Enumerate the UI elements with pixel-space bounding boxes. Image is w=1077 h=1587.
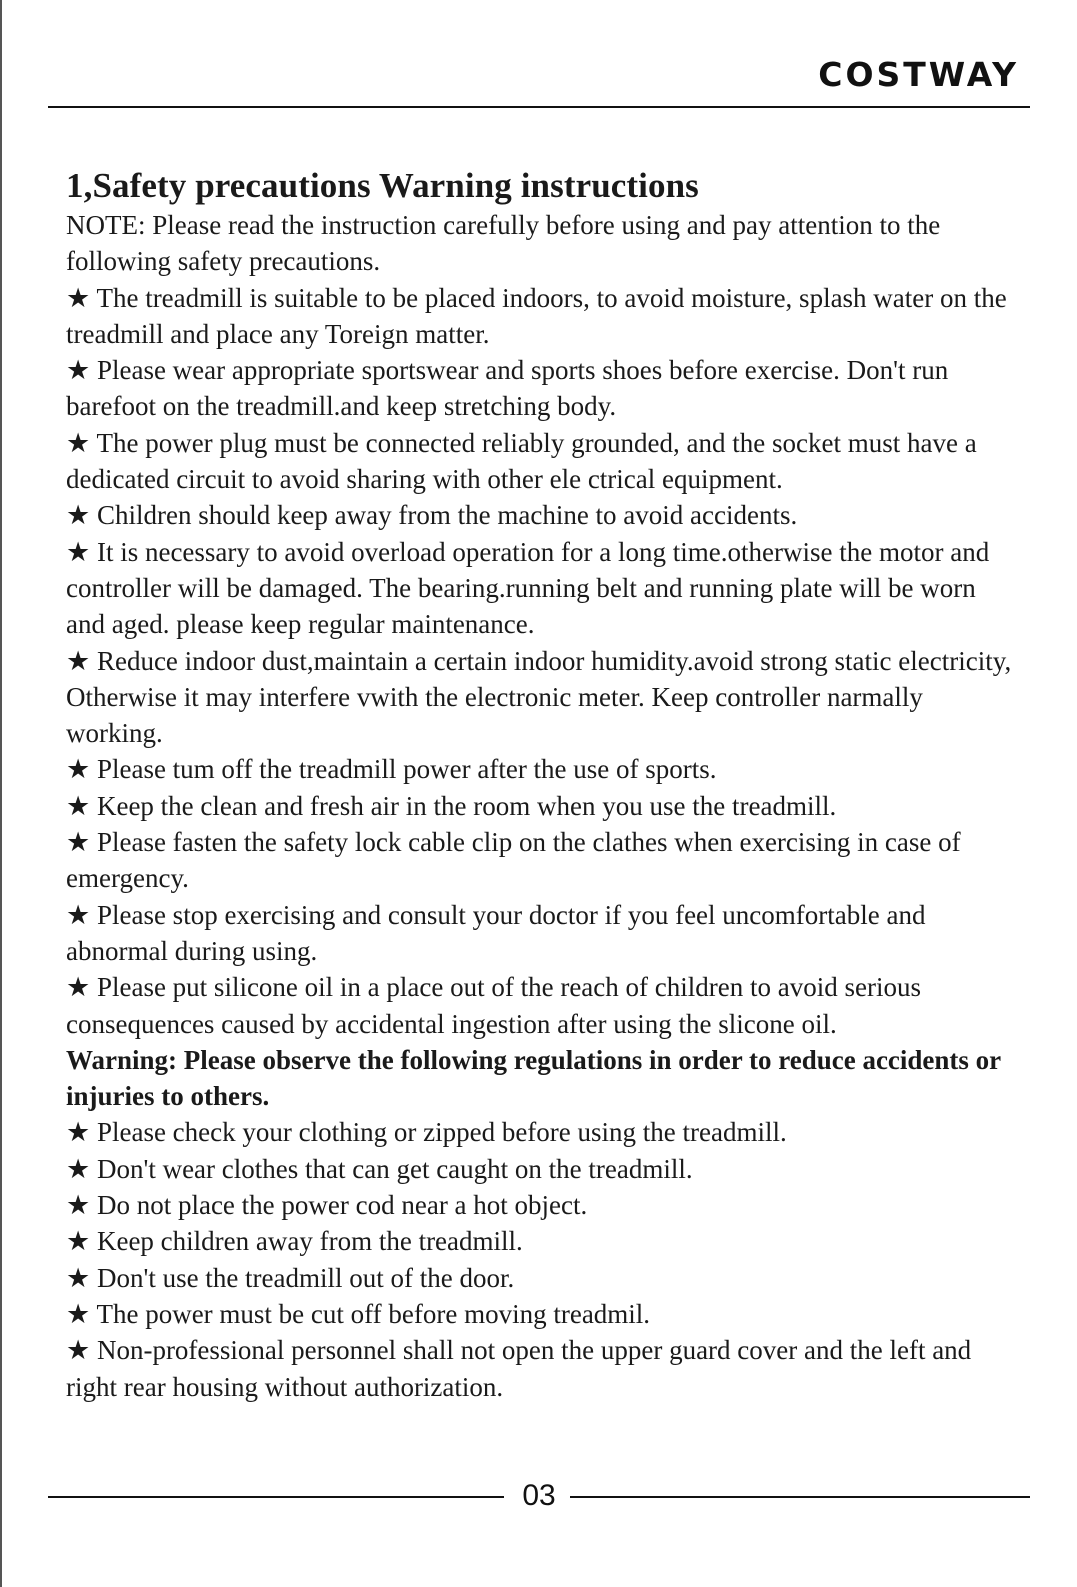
section-title: 1,Safety precautions Warning instructions <box>66 166 699 205</box>
warning-item: ★ Don't wear clothes that can get caught on the treadmill. <box>66 1153 693 1184</box>
precaution-item: ★ Reduce indoor dust,maintain a certain indoor humidity.avoid strong static electricity, Otherwise it may interfere vwith the electronic meter. Keep controller narmally working. <box>66 645 1012 749</box>
precaution-item: ★ It is necessary to avoid overload operation for a long time.otherwise the motor and controller will be damaged. The bearing.running belt and running plate will be worn and aged. please keep regular maintenance. <box>66 536 990 640</box>
warning-item: ★ The power must be cut off before moving treadmil. <box>66 1298 651 1329</box>
warning-heading: Warning: Please observe the following regulations in order to reduce accidents or injuries to others. <box>66 1044 1001 1112</box>
page-edge-line <box>0 0 2 1587</box>
note-paragraph: NOTE: Please read the instruction carefully before using and pay attention to the following safety precautions. <box>66 210 941 277</box>
precaution-item: ★ Please stop exercising and consult your doctor if you feel uncomfortable and abnormal during using. <box>66 899 926 966</box>
warning-item: ★ Do not place the power cod near a hot object. <box>66 1190 588 1221</box>
warning-item: ★ Non-professional personnel shall not open the upper guard cover and the left and right rear housing without authorization. <box>66 1335 972 1402</box>
safety-section <box>66 165 1021 1405</box>
warning-item: ★ Don't use the treadmill out of the door. <box>66 1262 515 1293</box>
precaution-item: ★ The power plug must be connected reliably grounded, and the socket must have a dedicated circuit to avoid sharing with other ele ctrical equipment. <box>66 427 977 495</box>
warning-item: ★ Keep children away from the treadmill. <box>66 1226 523 1257</box>
precaution-item: ★ Please fasten the safety lock cable clip on the clathes when exercising in case of emergency. <box>66 827 961 894</box>
warning-item: ★ Please check your clothing or zipped before using the treadmill. <box>66 1117 787 1148</box>
header-divider <box>48 106 1030 108</box>
page-footer <box>48 1476 1030 1516</box>
precaution-item: ★ Keep the clean and fresh air in the room when you use the treadmill. <box>66 790 837 821</box>
footer-divider-right <box>570 1496 1030 1498</box>
footer-divider-left <box>48 1496 504 1498</box>
precaution-item: ★ The treadmill is suitable to be placed indoors, to avoid moisture, splash water on the treadmill and place any Toreign matter. <box>66 282 1007 349</box>
precaution-item: ★ Please put silicone oil in a place out of the reach of children to avoid serious consequences caused by accidental ingestion after using the slicone oil. <box>66 972 921 1039</box>
brand-logo: COSTWAY <box>818 55 1019 94</box>
precaution-item: ★ Children should keep away from the machine to avoid accidents. <box>66 500 798 531</box>
page-number: 03 <box>522 1479 556 1512</box>
precaution-item: ★ Please wear appropriate sportswear and sports shoes before exercise. Don't run barefoot on the treadmill.and keep stretching body. <box>66 355 949 422</box>
precaution-item: ★ Please tum off the treadmill power after the use of sports. <box>66 754 717 785</box>
